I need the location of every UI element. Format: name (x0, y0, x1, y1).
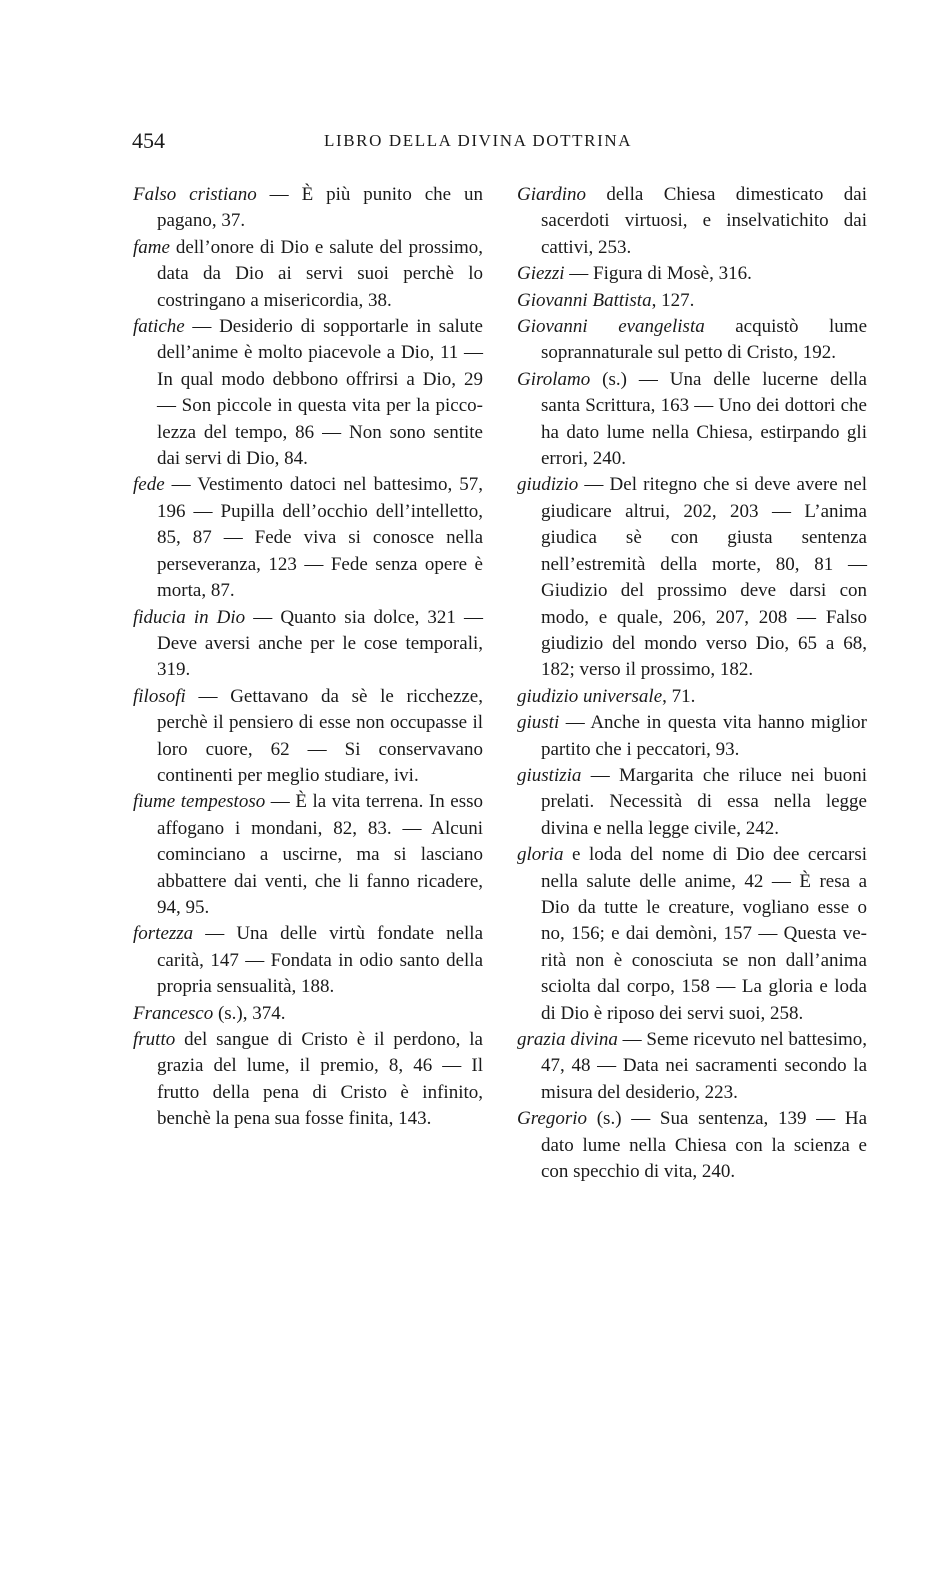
entry-headword: gloria (517, 844, 564, 866)
entry-text: — Del ritegno che si deve avere nel giudicare altrui, 202, 203 — L’anima giudica sè con giusta sentenza nell’estremità della morte, 80, 81 — Giudizio del prossimo deve darsi con modo, e quale, 206, 207, 208 — Falso giudizio del mondo verso Dio, 65 a 68, 182; verso il prossimo, 182. (541, 474, 867, 681)
entry-text: — Quanto sia dolce, 321 — Deve aversi anche per le cose temporali, 319. (157, 606, 483, 681)
entry-headword: Girolamo (517, 368, 591, 390)
entry-text: — Desiderio di sopportarle in salute dell’anime è molto piacevole a Dio, 11 — In qual modo debbono offrirsi a Dio, 29 — Son piccole in questa vita per la piccolezza del tempo, 86 — Non sono sentite dai servi di Dio, 84. (157, 316, 483, 470)
index-entry (517, 367, 867, 473)
entry-text: — Margarita che riluce nei buoni prelati. Necessità di essa nella legge divina e nella legge civile, 242. (541, 764, 867, 839)
entry-text: (s.) — Una delle lucerne della santa Scrittura, 163 — Uno dei dottori che ha dato lume nella Chiesa, estirpando gli errori, 240. (541, 368, 867, 470)
index-entry (133, 789, 483, 921)
index-entry (133, 235, 483, 314)
entry-headword: Francesco (133, 1002, 214, 1024)
index-entry (133, 1027, 483, 1133)
entry-headword: Gregorio (517, 1108, 588, 1130)
entry-headword: frutto (133, 1029, 176, 1050)
entry-headword: giudizio (517, 474, 579, 496)
index-entry (517, 261, 867, 287)
entry-headword: Giardino (517, 184, 586, 205)
entry-text: della Chiesa dimesticato dai sacerdoti virtuosi, e inselvatichito dai cattivi, 253. (541, 184, 867, 258)
entry-text: , 127. (651, 289, 695, 311)
entry-text: — Gettavano da sè le ricchezze, perchè il pensiero di esse non occupasse il loro cuore, 62 — Si conservavano continenti per meglio studiare, ivi. (157, 685, 483, 786)
index-entry (517, 314, 867, 367)
entry-text: , 71. (662, 685, 696, 707)
entry-text: (s.) — Sua sentenza, 139 — Ha dato lume nella Chiesa con la scienza e con specchio di vita, 240. (541, 1108, 867, 1183)
entry-headword: Giovanni evangelista (517, 316, 705, 338)
entry-text: acquistò lume soprannaturale sul petto di Cristo, 192. (541, 316, 868, 364)
entry-headword: Giezzi (517, 263, 565, 285)
index-entry (517, 182, 867, 261)
index-entry (517, 472, 867, 683)
index-entry (133, 472, 483, 604)
entry-headword: fiducia in Dio (133, 606, 246, 628)
index-entry (133, 182, 483, 235)
index-entry (517, 842, 867, 1027)
index-entry (517, 684, 867, 710)
entry-headword: Falso cristiano (133, 184, 257, 205)
entry-text: — È la vita terrena. In esso affogano i mondani, 82, 83. — Alcuni cominciano a uscirne, ma si lasciano abbattere dai venti, che li fanno ricadere, 94, 95. (157, 791, 483, 918)
entry-headword: grazia divina (517, 1029, 618, 1050)
entry-headword: fatiche (133, 316, 185, 338)
entry-headword: fede (133, 474, 165, 496)
entry-text: — Figura di Mosè, 316. (564, 263, 752, 285)
entry-text: — Vestimento datoci nel battesimo, 57, 196 — Pupilla dell’occhio dell’intelletto, 85, 87 — Fede viva si conosce nella perseveranza, 123 — Fede senza opere è morta, 87. (157, 474, 483, 602)
index-entry (133, 314, 483, 472)
entry-text: e loda del nome di Dio dee cercarsi nella salute delle anime, 42 — È resa a Dio da tutte le creature, vogliano esse o no, 156; e dai demòni, 157 — Questa verità non è conosciuta se non dall’anima sciolta dal corpo, 158 — La gloria e loda di Dio è riposo dei servi suoi, 258. (541, 844, 867, 1024)
entry-headword: giusti (517, 712, 560, 734)
index-entry (517, 763, 867, 842)
entry-text: — Anche in questa vita hanno miglior partito che i peccatori, 93. (541, 712, 867, 760)
index-entry (133, 1001, 483, 1027)
running-title: LIBRO DELLA DIVINA DOTTRINA (324, 131, 633, 150)
page-number: 454 (132, 128, 165, 153)
index-entry (517, 710, 867, 763)
right-column (517, 182, 867, 1185)
index-entry (133, 605, 483, 684)
entry-text: del sangue di Cristo è il perdono, la grazia del lume, il premio, 8, 46 — Il frutto della pena di Cristo è infinito, benchè la pena sua fosse finita, 143. (157, 1029, 483, 1130)
entry-text: (s.), 374. (213, 1002, 286, 1024)
entry-headword: fame (133, 236, 170, 258)
index-entry (517, 288, 867, 314)
entry-headword: Giovanni Battista (517, 289, 652, 311)
entry-headword: giudizio universale (517, 685, 663, 707)
left-column (133, 182, 483, 1133)
entry-text: — Seme ricevuto nel battesimo, 47, 48 — Data nei sacramenti secondo la misura del desiderio, 223. (541, 1029, 867, 1103)
index-entry (133, 921, 483, 1000)
entry-text: dell’onore di Dio e salute del prossimo, data da Dio ai servi suoi perchè lo costringano a misericordia, 38. (157, 236, 483, 311)
index-entry (517, 1027, 867, 1106)
entry-headword: fortezza (133, 923, 194, 945)
index-entry (133, 684, 483, 790)
entry-text: — Una delle virtù fondate nella carità, 147 — Fondata in odio santo della propria sensualità, 188. (157, 923, 483, 998)
entry-headword: giustizia (517, 764, 582, 786)
entry-headword: filosofi (133, 685, 186, 707)
entry-text: — È più punito che un pagano, 37. (157, 184, 483, 232)
entry-headword: fiume tempestoso (133, 791, 266, 813)
page-header (132, 128, 672, 158)
index-entry (517, 1106, 867, 1185)
